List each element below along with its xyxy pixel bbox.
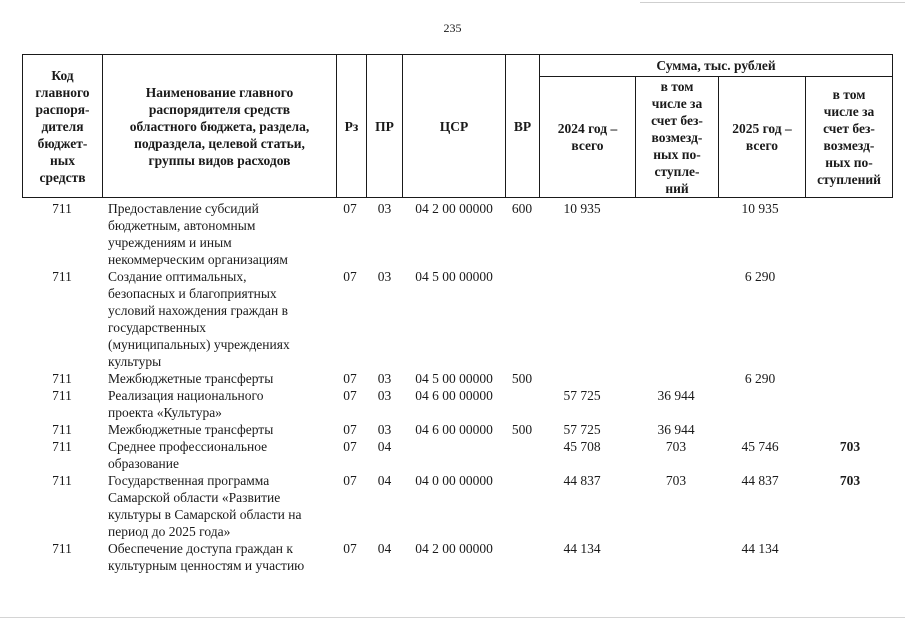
row-subsection: 04 (377, 541, 392, 556)
row-2024-total: 44 837 (563, 473, 601, 488)
row-name-line: Государственная программа (108, 473, 270, 488)
row-subsection: 03 (377, 269, 392, 284)
row-name-line: Среднее профессиональное (108, 439, 268, 454)
header-name-line: подраздела, целевой статьи, (134, 135, 305, 151)
row-2025-grants: 703 (839, 439, 861, 454)
row-subsection: 03 (377, 388, 392, 403)
row-2024-total: 57 725 (563, 422, 601, 437)
row-expense-type: 500 (511, 422, 533, 437)
row-subsection: 04 (377, 439, 392, 454)
row-name-line: Реализация национального (108, 388, 264, 403)
row-target-article: 04 2 00 00000 (415, 201, 493, 216)
row-2025-grants: 703 (839, 473, 861, 488)
row-subsection: 03 (377, 422, 392, 437)
row-name (108, 540, 336, 574)
row-section: 07 (343, 201, 357, 216)
header-name-line: распорядителя средств (148, 101, 291, 117)
row-name-line: образование (108, 456, 179, 471)
row-name (108, 421, 336, 438)
row-expense-type: 600 (511, 201, 533, 216)
row-section: 07 (343, 541, 357, 556)
header-2024-grants-line: возмезд- (651, 129, 703, 145)
header-pr: ПР (375, 118, 394, 134)
row-section: 07 (343, 422, 357, 437)
table-row (22, 421, 893, 438)
row-name-line: Обеспечение доступа граждан к (108, 541, 293, 556)
header-name-line: группы видов расходов (148, 152, 291, 168)
row-name-line: Самарской области «Развитие (108, 490, 281, 505)
row-target-article: 04 0 00 00000 (415, 473, 493, 488)
header-2025-grants-line: числе за (823, 104, 875, 119)
row-section: 07 (343, 269, 357, 284)
header-name-line: Наименование главного (145, 84, 294, 100)
header-code-line: главного (35, 84, 90, 100)
row-2024-total: 44 134 (563, 541, 601, 556)
page-number: 235 (443, 21, 462, 35)
header-2025-total (719, 77, 805, 197)
row-name-line: безопасных и благоприятных (108, 286, 277, 301)
header-2025-grants (806, 77, 892, 197)
row-name-line: период до 2025 года» (108, 524, 231, 539)
header-2024-grants-line: ных по- (653, 146, 701, 162)
header-2024-total (540, 77, 635, 197)
scan-edge-line (640, 2, 905, 3)
row-target-article: 04 6 00 00000 (415, 422, 493, 437)
row-name-line: учреждениям и иным (108, 235, 232, 250)
header-rz: Рз (344, 118, 359, 134)
scan-edge-line (0, 617, 905, 618)
row-2024-total: 45 708 (563, 439, 601, 454)
row-code: 711 (52, 388, 72, 403)
row-section: 07 (343, 473, 357, 488)
row-2025-total: 44 837 (741, 473, 779, 488)
row-name (108, 438, 336, 472)
row-section: 07 (343, 388, 357, 403)
header-2024-total-line: 2024 год – (557, 121, 618, 136)
header-2025-grants-line: счет без- (823, 121, 875, 136)
row-name-line: условий нахождения граждан в (108, 303, 288, 318)
row-name-line: Межбюджетные трансферты (108, 371, 274, 386)
row-target-article: 04 5 00 00000 (415, 269, 493, 284)
row-section: 07 (343, 439, 357, 454)
table-body (22, 200, 893, 574)
header-2024-total-line: всего (571, 138, 604, 153)
row-name-line: некоммерческим организациям (108, 252, 288, 267)
row-name (108, 472, 336, 540)
row-section: 07 (343, 371, 357, 386)
header-2025-total-line: всего (745, 138, 779, 153)
header-2024-grants-line: числе за (651, 95, 703, 111)
row-expense-type: 500 (511, 371, 533, 386)
row-2025-total: 6 290 (744, 269, 776, 284)
row-name-line: Межбюджетные трансферты (108, 422, 274, 437)
row-code: 711 (52, 269, 72, 284)
table-row (22, 540, 893, 574)
row-2025-total: 45 746 (741, 439, 779, 454)
row-subsection: 03 (377, 371, 392, 386)
table-row (22, 387, 893, 421)
header-csr: ЦСР (439, 118, 469, 134)
row-name-line: проекта «Культура» (108, 405, 222, 420)
header-code-line: Код (51, 67, 74, 83)
row-code: 711 (52, 371, 72, 386)
header-2025-grants-line: возмезд- (823, 138, 875, 153)
row-name-line: бюджетным, автономным (108, 218, 256, 233)
row-name (108, 268, 336, 370)
row-2025-total: 10 935 (741, 201, 779, 216)
row-name-line: государственных (108, 320, 207, 335)
row-code: 711 (52, 201, 72, 216)
table-header (22, 54, 893, 198)
header-code-line: ных (49, 152, 76, 168)
header-2024-grants-line: ний (665, 180, 689, 196)
row-code: 711 (52, 473, 72, 488)
table-row (22, 472, 893, 540)
row-target-article: 04 5 00 00000 (415, 371, 493, 386)
header-name (103, 55, 336, 197)
row-code: 711 (52, 439, 72, 454)
row-name (108, 387, 336, 421)
row-2024-total: 10 935 (563, 201, 601, 216)
row-target-article: 04 2 00 00000 (415, 541, 493, 556)
header-vr: ВР (513, 118, 532, 134)
row-2025-total: 44 134 (741, 541, 779, 556)
table-row (22, 438, 893, 472)
header-code-line: средств (39, 169, 86, 185)
row-2024-grants: 36 944 (657, 388, 695, 403)
header-2025-grants-line: в том (832, 87, 866, 102)
header-2024-grants (636, 77, 718, 197)
row-name-line: культуры (108, 354, 162, 369)
row-subsection: 04 (377, 473, 392, 488)
header-2025-total-line: 2025 год – (732, 121, 792, 136)
row-name (108, 370, 336, 387)
row-name-line: (муниципальных) учреждениях (108, 337, 290, 352)
row-2024-total: 57 725 (563, 388, 601, 403)
row-code: 711 (52, 422, 72, 437)
row-code: 711 (52, 541, 72, 556)
header-2024-grants-line: ступле- (654, 163, 700, 179)
row-name-line: культуры в Самарской области на (108, 507, 302, 522)
header-name-line: областного бюджета, раздела, (129, 118, 310, 134)
row-2024-grants: 703 (665, 439, 687, 454)
header-2025-grants-line: ступлений (817, 172, 881, 187)
header-2025-grants-line: ных по- (825, 155, 873, 170)
row-target-article: 04 6 00 00000 (415, 388, 493, 403)
row-name-line: Предоставление субсидий (108, 201, 259, 216)
header-code-line: дителя (41, 118, 84, 134)
row-name-line: культурным ценностям и участию (108, 558, 305, 573)
row-2024-grants: 36 944 (657, 422, 695, 437)
header-2024-grants-line: счет без- (651, 112, 703, 128)
header-sum: Сумма, тыс. рублей (656, 58, 776, 73)
table-row (22, 370, 893, 387)
row-subsection: 03 (377, 201, 392, 216)
header-2024-grants-line: в том (660, 78, 694, 94)
header-code-line: распоря- (35, 101, 90, 117)
table-row (22, 200, 893, 268)
row-2025-total: 6 290 (744, 371, 776, 386)
row-2024-grants: 703 (665, 473, 687, 488)
header-code (23, 55, 102, 197)
header-code-line: бюджет- (37, 135, 88, 151)
row-name (108, 200, 336, 268)
row-name-line: Создание оптимальных, (108, 269, 247, 284)
table-row (22, 268, 893, 370)
